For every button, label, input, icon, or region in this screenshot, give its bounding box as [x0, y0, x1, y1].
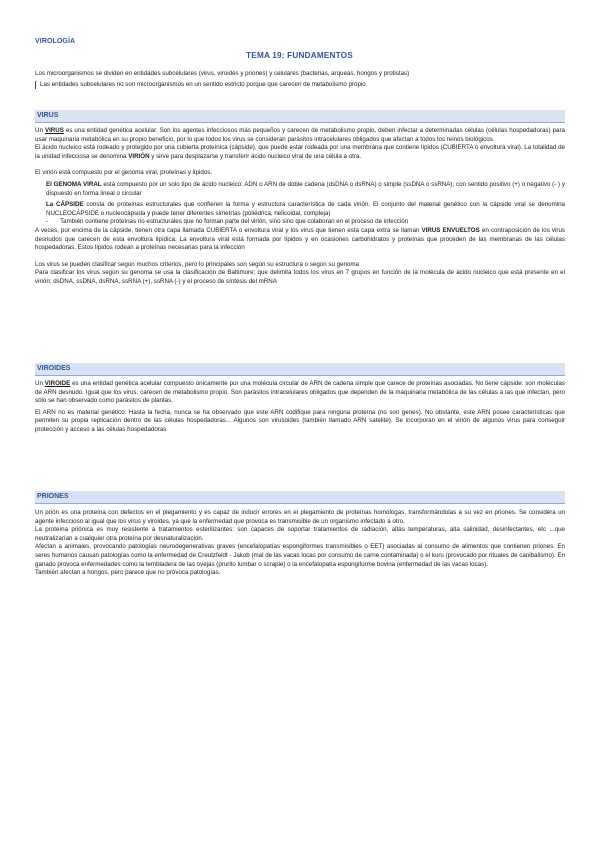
prion-fungi: También afectan a hongos, pero parece que no provoca patologías. — [35, 569, 221, 577]
page-title: TEMA 19: FUNDAMENTOS — [246, 51, 353, 60]
virus-definition: Un VIRUS es una entidad genética acelular. Son los agentes infecciosos más pequeños y carecen de metabolismo propio, deben infectar a determinadas células (células hospedadoras) para usar maquinaria metabólica en su propio beneficio, por lo que todos los virus se consideran parásitos intracelulares obligados que afectan a todos los reinos biológicos — [35, 127, 565, 143]
priones-block — [35, 509, 565, 578]
prion-resistance: La proteína priónica es muy resistente a tratamientos esterilizantes: son capaces de soportar tratamientos de radiación, altas temperaturas, alta salinidad, desinfectantes, etc ...que neutralizarían a cualquier otra proteína por desnaturalización. — [35, 526, 565, 542]
term-genoma-viral: El GENOMA VIRAL — [46, 180, 102, 188]
section-header-viroides — [35, 363, 565, 376]
virus-baltimore: Para clasificar los virus según su genoma se usa la clasificación de Baltimore; que delimita todos los virus en 7 grupos en función de la molécula de ácido nucleico que está presente en el virión: dsDNA, ssDNA, dsRNA, ssRNA (+), ssRNA (-) y el proceso de síntesis del mRNA — [35, 269, 565, 285]
section-title-priones: PRIONES — [37, 493, 69, 500]
virus-block — [35, 127, 565, 287]
section-header-virus — [35, 110, 565, 123]
term-virus-envueltos: VIRUS ENVUELTOS — [421, 226, 480, 234]
term-virus: VIRUS — [44, 127, 64, 134]
term-capside: La CÁPSIDE — [46, 201, 84, 209]
virus-capsid-paragraph: La CÁPSIDE consta de proteínas estructurales que confieren la forma y estructura característica de cada virión. El conjunto del material genético con la cápside viral se denomina NUCLEOCÁPSIDE o nucleocápsida y puede tener diferentes simetrías (poliédrica, helicoidal, compleja) — [46, 201, 565, 217]
intro-paragraph: Los microorganismos se dividen en entidades subcelulares (virus, viroides y priones) y celulares (bacterias, arqueas, hongos y protistas) — [35, 70, 410, 77]
subject-label: VIROLOGÍA — [35, 38, 76, 45]
intro-quote: Las entidades subcelulares no son microorganismos en un sentido estricto porque que carecen de metabolismo propio — [35, 81, 565, 90]
bullet-mark: - — [46, 218, 49, 226]
virus-composition: El virión está compuesto por el genoma viral, proteínas y lípidos. — [35, 169, 213, 177]
term-viroide: VIROIDE — [44, 380, 71, 387]
section-header-priones — [35, 491, 565, 504]
virus-components-list — [35, 181, 565, 227]
virus-envelope-paragraph: A veces, por encima de la cápside, tienen otra capa llamada CUBIERTA o envoltura viral y los virus que tienen esta capa extra se llaman VIRUS ENVUELTOS en contraposición de los virus desnudos que carecen de esta envoltura lipídica. La envoltura viral está formada por lípidos y en ocasiones carbohidratos y proteínas que proceden de las membranas de las células hospedadoras. Estos lípidos rodean a proteínas necesarias para la infección — [35, 226, 566, 252]
section-title-viroides: VIROIDES — [37, 365, 71, 372]
prion-animals: Afectan a animales, provocando patologías neurodegenerativas graves (encefalopatías espongiformes transmisibles o EET) asociadas al consumo de alimentos que contienen priones. En seres humanos causan patologías como la enfermedad de Creutzfeldt - Jakob (mal de las vacas locas por consumo de carne contaminada) o el kuru (provocado por rituales de canibalismo). En ganado provoca enfermedades como la tembladera de las ovejas (prurito lumbar o scrapie) o la encefalopatía espongiforme bovina (enfermedad de las vacas locas). — [35, 543, 565, 568]
section-title-virus: VIRUS — [37, 112, 59, 119]
viroides-block — [35, 380, 565, 435]
term-virion: VIRIÓN — [128, 152, 150, 160]
viroide-definition: Un VIROIDE es una entidad genética acelular compuesto únicamente por una molécula circular de ARN de cadena simple que carece de proteínas asociadas. No tiene cápside: son moléculas de ARN desnudo. Igual que los virus, carecen de metabolismo propio. Son parásitos intracelulares obligados que dependen de la maquinaria metabólica de las células a las que infectan, pero sólo se han observado como parásitos de plantas. — [35, 380, 565, 405]
virus-virion-paragraph: El ácido nucleico está rodeado y protegido por una cubierta proteínica (cápside), que puede estar rodeada por una membrana que contiene lípidos (CUBIERTA o envoltura viral). La totalidad de la unidad infecciosa se denomina VIRIÓN y sirve para desplazarse y transferir ácido nucleico viral de una célula a otra. — [35, 144, 565, 160]
intro-block — [35, 70, 565, 89]
virus-bullet: - También contiene proteínas no estructurales que no forman parte del virión, sino sino que colaboran en el proceso de infección — [46, 218, 409, 226]
virus-classification: Los virus se pueden clasificar según muchos criterios, pero lo principales son según su estructura o según su genoma — [35, 260, 359, 268]
prion-definition: Un prión es una proteína con defectos en el plegamiento y es capaz de inducir errores en el plegamiento de proteínas homólogas, transformándolas a su vez en priones. Se considera un agente infeccioso al igual que los virus y viroides, ya que la enfermedad que provoca es transmisible de un organismo infectado a otro. — [35, 509, 565, 525]
viroide-arn-paragraph: El ARN no es material genético: Hasta la fecha, nunca se ha observado que este ARN codifique para ninguna proteína (no son genes). No obstante, este ARN posee características que permiten su propia replicación dentro de las células hospedadoras... Algunos son virusoides (también llamado ARN satélite). Se incorporan en el virión de algunos virus para conseguir protección y acceso a las células hospedadoras — [35, 408, 565, 433]
virus-genome-paragraph: El GENOMA VIRAL está compuesto por un solo tipo de ácido nucleico: ADN o ARN de doble cadena (dsDNA o dsRNA) o simple (ssDNA o ssRNA), con sentido positivo (+) o negativo (- ) y dispuesto en forma lineal o circular — [46, 180, 565, 197]
